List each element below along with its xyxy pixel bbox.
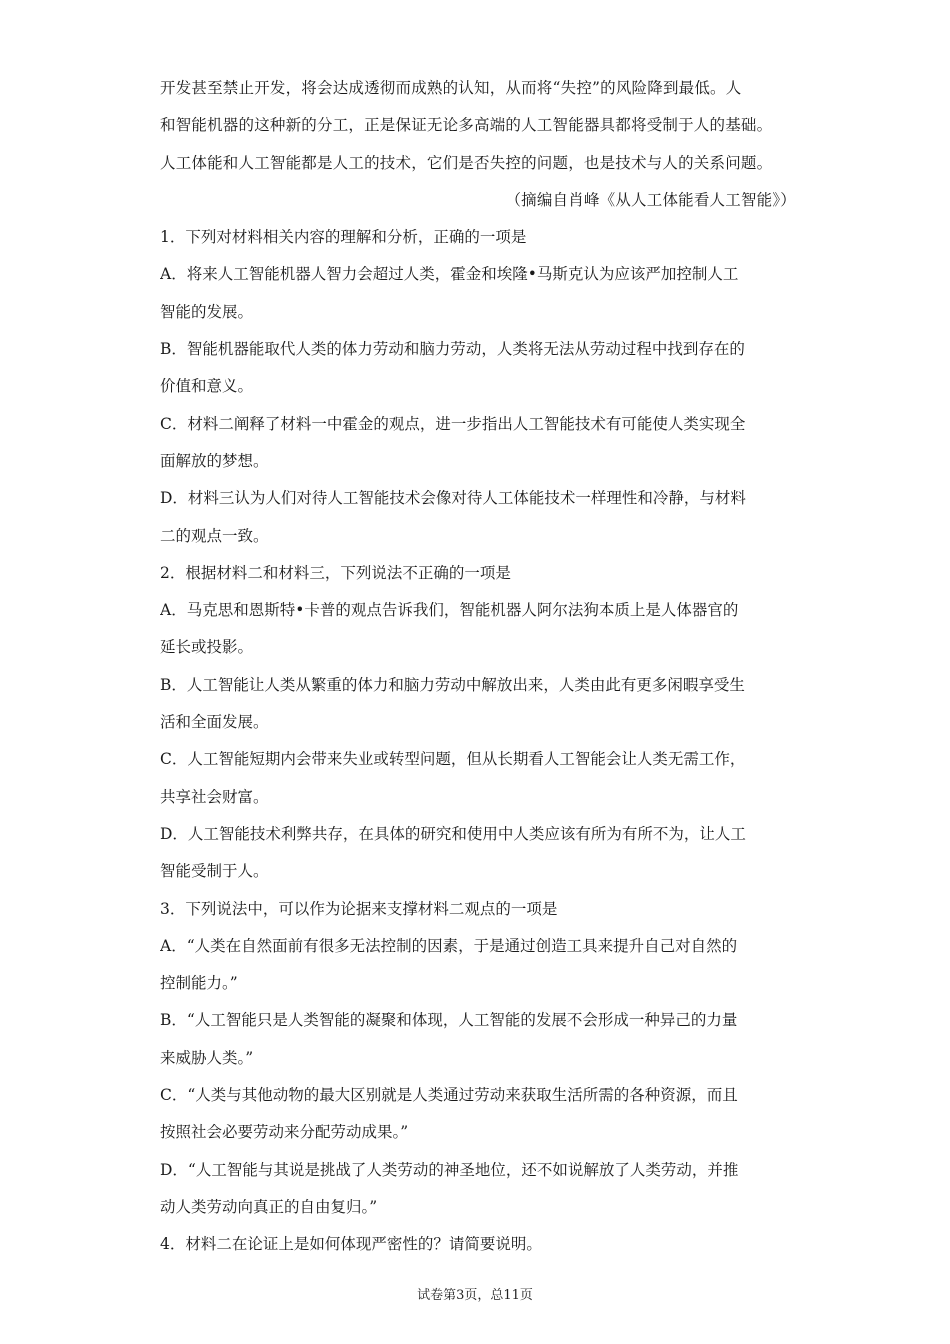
question-2-option-c: C．人工智能短期内会带来失业或转型问题，但从长期看人工智能会让人类无需工作， <box>160 750 746 769</box>
question-3-option-d-cont: 动人类劳动向真正的自由复归。” <box>160 1197 378 1216</box>
question-2-option-c-cont: 共享社会财富。 <box>160 787 269 806</box>
question-3-option-a: A．“人类在自然面前有很多无法控制的因素，于是通过创造工具来提升自己对自然的 <box>160 936 738 955</box>
question-1-option-d-cont: 二的观点一致。 <box>160 526 269 545</box>
question-2-option-a: A．马克思和恩斯特•卡普的观点告诉我们，智能机器人阿尔法狗本质上是人体器官的 <box>160 601 739 620</box>
passage-line: 开发甚至禁止开发，将会达成透彻而成熟的认知，从而将“失控”的风险降到最低。人 <box>160 79 742 97</box>
page-footer: 试卷第3页，总11页 <box>417 1288 533 1303</box>
question-3-option-c: C．“人类与其他动物的最大区别就是人类通过劳动来获取生活所需的各种资源，而且 <box>160 1086 738 1105</box>
question-2-option-d-cont: 智能受制于人。 <box>160 862 269 881</box>
question-1-option-d: D．材料三认为人们对待人工智能技术会像对待人工体能技术一样理性和冷静，与材料 <box>160 489 746 508</box>
question-1-option-c-cont: 面解放的梦想。 <box>160 451 269 470</box>
question-2-option-b: B．人工智能让人类从繁重的体力和脑力劳动中解放出来，人类由此有更多闲暇享受生 <box>160 675 745 694</box>
question-2-option-d: D．人工智能技术利弊共存，在具体的研究和使用中人类应该有所为有所不为，让人工 <box>160 824 746 843</box>
question-3-option-b: B．“人工智能只是人类智能的凝聚和体现，人工智能的发展不会形成一种异己的力量 <box>160 1011 738 1030</box>
passage-text <box>160 70 800 219</box>
page-content <box>160 70 800 1264</box>
question-2-option-a-cont: 延长或投影。 <box>160 638 254 657</box>
passage-line: 人工体能和人工智能都是人工的技术，它们是否失控的问题，也是技术与人的关系问题。 <box>160 153 773 172</box>
question-3-option-d: D．“人工智能与其说是挑战了人类劳动的神圣地位，还不如说解放了人类劳动，并推 <box>160 1160 739 1179</box>
question-1-option-b: B．智能机器能取代人类的体力劳动和脑力劳动，人类将无法从劳动过程中找到存在的 <box>160 340 745 359</box>
question-1-stem: 1．下列对材料相关内容的理解和分析，正确的一项是 <box>160 228 527 247</box>
passage-line: 和智能机器的这种新的分工，正是保证无论多高端的人工智能器具都将受制于人的基础。 <box>160 116 773 135</box>
question-2-stem: 2．根据材料二和材料三，下列说法不正确的一项是 <box>160 563 511 582</box>
question-3-option-c-cont: 按照社会必要劳动来分配劳动成果。” <box>160 1123 409 1142</box>
question-3-option-a-cont: 控制能力。” <box>160 974 238 993</box>
question-1-option-c: C．材料二阐释了材料一中霍金的观点，进一步指出人工智能技术有可能使人类实现全 <box>160 414 746 433</box>
question-2-option-b-cont: 活和全面发展。 <box>160 713 269 732</box>
question-1-option-b-cont: 价值和意义。 <box>160 377 254 396</box>
question-3-stem: 3．下列说法中，可以作为论据来支撑材料二观点的一项是 <box>160 899 558 918</box>
passage-source: （摘编自肖峰《从人工体能看人工智能》） <box>505 190 796 209</box>
question-4-stem: 4．材料二在论证上是如何体现严密性的？请简要说明。 <box>160 1235 542 1254</box>
question-1-option-a-cont: 智能的发展。 <box>160 302 254 321</box>
question-3-option-b-cont: 来威胁人类。” <box>160 1048 254 1067</box>
question-1-option-a: A．将来人工智能机器人智力会超过人类，霍金和埃隆•马斯克认为应该严加控制人工 <box>160 265 739 284</box>
question-list <box>160 219 800 1263</box>
